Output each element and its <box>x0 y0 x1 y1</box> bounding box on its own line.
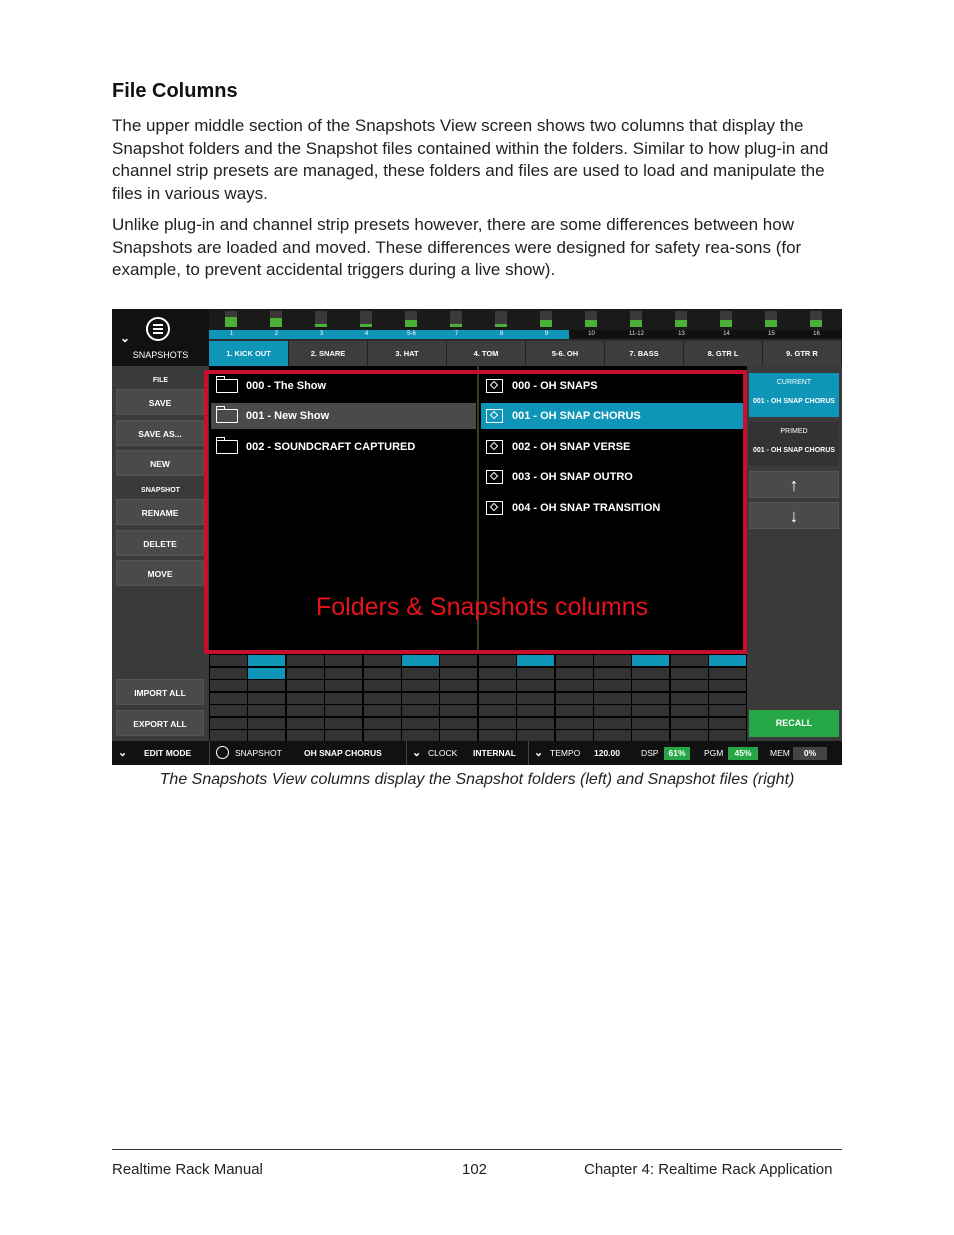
level-meters <box>209 309 842 331</box>
grid-cell <box>402 730 439 741</box>
grid-cell <box>517 730 554 741</box>
grid-cell <box>594 680 631 691</box>
grid-cell <box>709 655 746 666</box>
grid-cell <box>210 718 247 729</box>
mem-value: 0% <box>793 747 827 760</box>
grid-cell <box>248 693 285 704</box>
tab-snare[interactable]: 2. SNARE <box>289 341 368 366</box>
grid-cell <box>709 693 746 704</box>
snapshot-status-value[interactable]: OH SNAP CHORUS <box>304 748 382 758</box>
channel-number[interactable]: 2 <box>254 330 299 339</box>
grid-cell <box>632 718 669 729</box>
grid-cell <box>556 668 593 679</box>
channel-number-strip <box>209 330 842 339</box>
recall-panel <box>747 366 842 741</box>
meter <box>405 311 417 327</box>
meter <box>810 311 822 327</box>
grid-cell <box>517 655 554 666</box>
tab-bass[interactable]: 7. BASS <box>605 341 684 366</box>
grid-cell <box>364 668 401 679</box>
grid-cell <box>594 730 631 741</box>
meter <box>765 311 777 327</box>
meter <box>225 311 237 327</box>
grid-cell <box>517 705 554 716</box>
channel-number[interactable]: 10 <box>588 331 595 337</box>
grid-cell <box>671 680 708 691</box>
meter <box>315 311 327 327</box>
grid-cell <box>632 730 669 741</box>
grid-cell <box>325 693 362 704</box>
channel-number[interactable]: 5-6 <box>389 330 434 339</box>
grid-cell <box>402 655 439 666</box>
grid-cell <box>632 680 669 691</box>
grid-cell <box>210 705 247 716</box>
paragraph-1: The upper middle section of the Snapshots View screen shows two columns that display the Snapshot folders and the Snapshot files contained within the folders. Similar to how plug-in and channel strip presets are managed, these folders and files are used to load and manipulate the files in various ways. <box>112 116 829 203</box>
meter <box>585 311 597 327</box>
grid-cell <box>556 655 593 666</box>
grid-cell <box>325 730 362 741</box>
grid-cell <box>709 730 746 741</box>
snapshot-section-label: SNAPSHOT <box>141 487 180 494</box>
delete-button[interactable]: DELETE <box>116 530 204 556</box>
grid-cell <box>364 680 401 691</box>
tab-kick-out[interactable]: 1. KICK OUT <box>209 341 289 366</box>
channel-number[interactable]: 13 <box>678 331 685 337</box>
primed-label: PRIMED <box>780 428 808 435</box>
grid-cell <box>556 680 593 691</box>
grid-cell <box>287 718 324 729</box>
tab-oh[interactable]: 5-6. OH <box>526 341 605 366</box>
dsp-value: 61% <box>664 747 690 760</box>
status-bar <box>112 741 842 765</box>
grid-cell <box>671 705 708 716</box>
grid-cell <box>517 693 554 704</box>
tab-gtr-r[interactable]: 9. GTR R <box>763 341 842 366</box>
channel-number[interactable]: 11-12 <box>629 331 644 337</box>
clock-label: CLOCK <box>428 748 458 758</box>
grid-cell <box>479 655 516 666</box>
channel-number[interactable]: 3 <box>299 330 344 339</box>
primed-value: 001 - OH SNAP CHORUS <box>753 447 835 454</box>
grid-cell <box>709 680 746 691</box>
pgm-label: PGM <box>704 748 724 758</box>
grid-cell <box>402 668 439 679</box>
grid-cell <box>364 730 401 741</box>
grid-cell <box>440 655 477 666</box>
recall-button[interactable]: RECALL <box>749 710 839 737</box>
tab-gtr-l[interactable]: 8. GTR L <box>684 341 763 366</box>
channel-tabs <box>209 341 842 366</box>
footer-manual-title: Realtime Rack Manual <box>112 1161 263 1178</box>
grid-cell <box>479 680 516 691</box>
chevron-down-icon: ⌄ <box>120 331 131 345</box>
grid-cell <box>325 718 362 729</box>
grid-cell <box>671 730 708 741</box>
grid-cell <box>210 668 247 679</box>
grid-cell <box>556 730 593 741</box>
grid-cell <box>594 693 631 704</box>
snapshot-item-selected[interactable]: 001 - OH SNAP CHORUS <box>481 403 743 429</box>
meter <box>540 311 552 327</box>
snapshots-label: SNAPSHOTS <box>132 350 189 360</box>
current-label: CURRENT <box>776 379 812 386</box>
folder-item[interactable]: 002 - SOUNDCRAFT CAPTURED <box>211 434 476 460</box>
grid-cell <box>632 693 669 704</box>
meter <box>450 311 462 327</box>
snapshot-status-label: SNAPSHOT <box>235 748 282 758</box>
grid-cell <box>287 680 324 691</box>
grid-cell <box>364 718 401 729</box>
file-section-label: FILE <box>152 377 169 384</box>
grid-cell <box>556 693 593 704</box>
channel-number[interactable]: 4 <box>344 330 389 339</box>
dsp-label: DSP <box>641 748 659 758</box>
grid-cell <box>402 705 439 716</box>
grid-cell <box>632 705 669 716</box>
grid-cell <box>709 718 746 729</box>
grid-cell <box>248 655 285 666</box>
footer-chapter: Chapter 4: Realtime Rack Application <box>584 1161 833 1178</box>
grid-cell <box>479 718 516 729</box>
grid-cell <box>517 680 554 691</box>
grid-cell <box>517 668 554 679</box>
grid-cell <box>248 718 285 729</box>
grid-cell <box>248 730 285 741</box>
move-up-button[interactable]: ↑ <box>749 471 839 498</box>
move-down-button[interactable]: ↓ <box>749 502 839 529</box>
snapshot-item[interactable]: 000 - OH SNAPS <box>481 373 743 399</box>
grid-cell <box>556 718 593 729</box>
snapshot-item[interactable]: 002 - OH SNAP VERSE <box>481 434 743 460</box>
grid-cell <box>671 718 708 729</box>
callout-label: Folders & Snapshots columns <box>316 593 649 621</box>
grid-cell <box>594 705 631 716</box>
grid-cell <box>594 655 631 666</box>
grid-cell <box>440 668 477 679</box>
paragraph-2: Unlike plug-in and channel strip presets however, there are some differences between how Snapshots are loaded and moved. These differences were designed for safety rea-sons (for example, to prevent accidental triggers during a live show). <box>112 215 802 279</box>
primed-snapshot-box <box>749 422 839 466</box>
grid-cell <box>594 718 631 729</box>
grid-cell <box>364 693 401 704</box>
snapshot-item[interactable]: 004 - OH SNAP TRANSITION <box>481 495 743 521</box>
grid-cell <box>287 730 324 741</box>
meter <box>495 311 507 327</box>
grid-cell <box>632 668 669 679</box>
snapshots-icon <box>146 317 170 341</box>
grid-cell <box>287 655 324 666</box>
grid-cell <box>210 680 247 691</box>
current-value: 001 - OH SNAP CHORUS <box>753 398 835 405</box>
grid-cell <box>325 680 362 691</box>
pgm-value: 45% <box>728 747 758 760</box>
channel-number[interactable]: 1 <box>209 330 254 339</box>
grid-cell <box>402 718 439 729</box>
tab-hat[interactable]: 3. HAT <box>368 341 447 366</box>
grid-cell <box>287 693 324 704</box>
snapshots-view-screenshot <box>112 309 842 765</box>
save-as-button[interactable]: SAVE AS... <box>116 420 204 446</box>
grid-cell <box>210 693 247 704</box>
footer-rule <box>112 1149 842 1150</box>
grid-cell <box>594 668 631 679</box>
channel-number[interactable]: 7 <box>434 330 479 339</box>
mem-label: MEM <box>770 748 790 758</box>
export-all-button[interactable]: EXPORT ALL <box>116 710 204 736</box>
grid-cell <box>440 680 477 691</box>
grid-cell <box>479 668 516 679</box>
channel-number[interactable]: 15 <box>768 331 775 337</box>
grid-cell <box>632 655 669 666</box>
grid-cell <box>287 705 324 716</box>
grid-cell <box>248 680 285 691</box>
meter <box>720 311 732 327</box>
grid-cell <box>517 718 554 729</box>
tempo-value[interactable]: 120.00 <box>594 748 620 758</box>
grid-cell <box>248 705 285 716</box>
grid-cell <box>479 730 516 741</box>
grid-cell <box>479 693 516 704</box>
footer-page-number: 102 <box>462 1161 488 1178</box>
grid-cell <box>402 693 439 704</box>
grid-cell <box>671 655 708 666</box>
move-button[interactable]: MOVE <box>116 560 204 586</box>
chevron-down-icon[interactable]: ⌄ <box>534 747 544 759</box>
current-snapshot-box <box>749 373 839 417</box>
grid-cell <box>210 730 247 741</box>
channel-number[interactable]: 14 <box>723 331 730 337</box>
channel-number[interactable]: 16 <box>813 331 820 337</box>
grid-cell <box>556 705 593 716</box>
chevron-down-icon[interactable]: ⌄ <box>412 747 422 759</box>
grid-cell <box>210 655 247 666</box>
grid-cell <box>325 705 362 716</box>
import-all-button[interactable]: IMPORT ALL <box>116 679 204 705</box>
meter <box>675 311 687 327</box>
meter <box>630 311 642 327</box>
grid-cell <box>709 705 746 716</box>
grid-cell <box>440 705 477 716</box>
channel-number[interactable]: 8 <box>479 330 524 339</box>
folder-item[interactable]: 000 - The Show <box>211 373 476 399</box>
grid-cell <box>325 668 362 679</box>
folder-item-selected[interactable]: 001 - New Show <box>211 403 476 429</box>
grid-cell <box>325 655 362 666</box>
grid-cell <box>248 668 285 679</box>
grid-cell <box>671 668 708 679</box>
grid-cell <box>287 668 324 679</box>
meter <box>360 311 372 327</box>
edit-mode-button[interactable]: EDIT MODE <box>144 748 192 758</box>
snapshots-icon <box>216 746 229 759</box>
file-actions-panel <box>112 366 209 741</box>
grid-cell <box>364 655 401 666</box>
figure-caption: The Snapshots View columns display the Snapshot folders (left) and Snapshot files (right) <box>159 771 795 788</box>
grid-cell <box>709 668 746 679</box>
new-button[interactable]: NEW <box>116 450 204 476</box>
tab-tom[interactable]: 4. TOM <box>447 341 526 366</box>
grid-cell <box>402 680 439 691</box>
tempo-label: TEMPO <box>550 748 581 758</box>
grid-cell <box>440 730 477 741</box>
grid-cell <box>440 693 477 704</box>
channel-number[interactable]: 9 <box>524 330 569 339</box>
meter <box>270 311 282 327</box>
snapshots-menu[interactable] <box>112 309 209 366</box>
grid-cell <box>671 693 708 704</box>
chevron-down-icon[interactable]: ⌄ <box>118 747 128 759</box>
clock-value[interactable]: INTERNAL <box>473 748 516 758</box>
section-heading: File Columns <box>112 80 238 102</box>
snapshot-item[interactable]: 003 - OH SNAP OUTRO <box>481 464 743 490</box>
divider <box>209 741 210 765</box>
grid-cell <box>364 705 401 716</box>
divider <box>528 741 529 765</box>
grid-cell <box>479 705 516 716</box>
snapshot-grid <box>209 651 747 741</box>
rename-button[interactable]: RENAME <box>116 499 204 525</box>
grid-cell <box>440 718 477 729</box>
divider <box>406 741 407 765</box>
save-button[interactable]: SAVE <box>116 389 204 415</box>
